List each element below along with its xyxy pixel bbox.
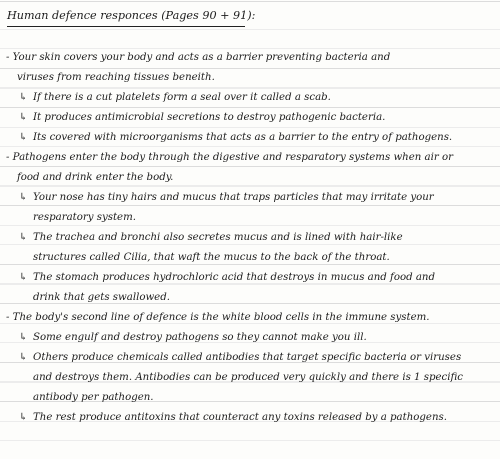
note-line: - Your skin covers your body and acts as a barrier preventing bacteria and <box>6 52 391 63</box>
note-line: drink that gets swallowed. <box>33 292 170 303</box>
note-line: The stomach produces hydrochloric acid that destroys in mucus and food and <box>33 272 436 283</box>
arrow-icon: ↳ <box>19 92 28 103</box>
arrow-icon: ↳ <box>19 192 28 203</box>
note-line: Its covered with microorganisms that acts as a barrier to the entry of pathogens. <box>33 132 453 143</box>
note-line: food and drink enter the body. <box>17 172 174 183</box>
arrow-icon: ↳ <box>19 232 28 243</box>
title-underline <box>7 26 245 27</box>
note-line: Some engulf and destroy pathogens so they cannot make you ill. <box>33 332 367 343</box>
note-line: and destroys them. Antibodies can be produced very quickly and there is 1 specific <box>33 372 464 383</box>
note-line: The trachea and bronchi also secretes mucus and is lined with hair-like <box>33 232 403 243</box>
note-line: If there is a cut platelets form a seal over it called a scab. <box>33 92 331 103</box>
note-line: - Pathogens enter the body through the digestive and resparatory systems when air or <box>6 152 453 163</box>
arrow-icon: ↳ <box>19 332 28 343</box>
note-line: Your nose has tiny hairs and mucus that traps particles that may irritate your <box>33 192 434 203</box>
note-line: It produces antimicrobial secretions to destroy pathogenic bacteria. <box>33 112 386 123</box>
arrow-icon: ↳ <box>19 132 28 143</box>
arrow-icon: ↳ <box>19 112 28 123</box>
note-line: Others produce chemicals called antibodies that target specific bacteria or viruses <box>33 352 462 363</box>
arrow-icon: ↳ <box>19 352 28 363</box>
note-line: antibody per pathogen. <box>33 392 154 403</box>
note-line: The rest produce antitoxins that counteract any toxins released by a pathogens. <box>33 412 447 423</box>
note-line: viruses from reaching tissues beneith. <box>17 72 215 83</box>
arrow-icon: ↳ <box>19 272 28 283</box>
note-line: - The body's second line of defence is the white blood cells in the immune system. <box>6 312 430 323</box>
page-title: Human defence responces (Pages 90 + 91): <box>7 9 256 22</box>
note-line: resparatory system. <box>33 212 136 223</box>
arrow-icon: ↳ <box>19 412 28 423</box>
note-line: structures called Cilia, that waft the mucus to the back of the throat. <box>33 252 390 263</box>
